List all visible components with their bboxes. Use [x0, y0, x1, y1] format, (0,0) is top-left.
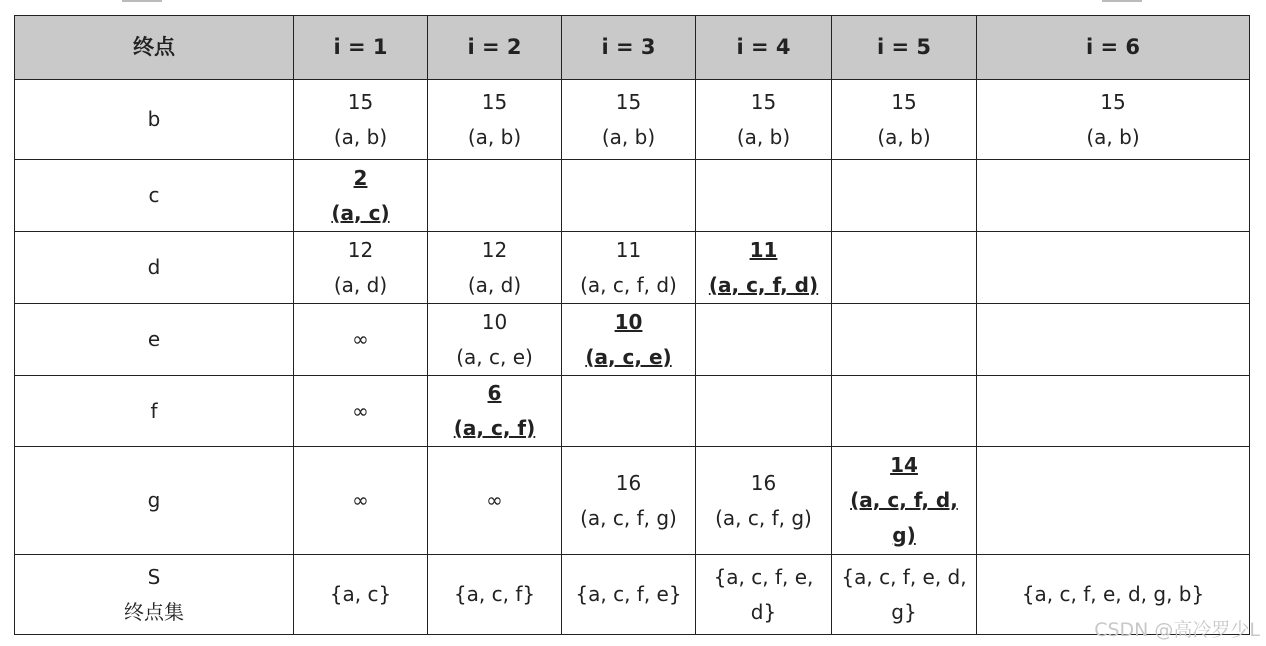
cell-value: {a, c, f, e} [575, 582, 682, 606]
cell-value: 10 [614, 309, 643, 334]
cell-path: (a, b) [333, 124, 388, 149]
top-decoration-left [122, 0, 162, 2]
cell-value: 12 [347, 237, 374, 262]
distance-cell [977, 304, 1250, 376]
header-iteration: i = 5 [832, 16, 977, 80]
distance-cell [977, 447, 1250, 555]
watermark: CSDN @高冷罗少L [1094, 619, 1260, 641]
row-label-line: g [147, 488, 161, 512]
distance-cell [562, 447, 696, 555]
row-label-line: S [147, 564, 161, 589]
row-label [15, 304, 294, 376]
cell-value: 15 [347, 89, 374, 114]
distance-cell [562, 376, 696, 447]
cell-value: 2 [353, 165, 368, 190]
row-label-line: 终点集 [124, 599, 184, 624]
cell-path: (a, d) [467, 272, 522, 297]
cell-path: (a, c, e) [585, 344, 672, 369]
header-row [15, 16, 1250, 80]
cell-value: ∞ [352, 327, 369, 351]
row-label [15, 160, 294, 232]
cell-value: 15 [481, 89, 508, 114]
distance-cell [832, 304, 977, 376]
row-label-line: f [150, 398, 158, 423]
row-label-line: c [148, 183, 160, 207]
distance-cell [696, 160, 832, 232]
cell-value: ∞ [352, 398, 369, 423]
cell-value: 14 [890, 453, 918, 477]
distance-cell [428, 447, 562, 555]
cell-path: (a, c, f) [453, 416, 536, 440]
cell-path: (a, b) [601, 124, 656, 149]
distance-cell [562, 232, 696, 304]
row-label [15, 447, 294, 555]
distance-cell [294, 232, 428, 304]
cell-path: (a, c, f, g) [715, 505, 812, 530]
table-row [15, 160, 1250, 232]
table-row [15, 304, 1250, 376]
cell-path: (a, b) [736, 124, 791, 149]
distance-cell [428, 555, 562, 635]
selected-distance-cell [294, 160, 428, 232]
distance-cell [428, 160, 562, 232]
cell-value: 10 [481, 309, 508, 334]
cell-value: 15 [750, 89, 777, 114]
distance-cell [294, 304, 428, 376]
cell-path: (a, c, f, d) [580, 272, 677, 297]
cell-value: 15 [1100, 89, 1126, 114]
row-label-line: b [147, 107, 161, 131]
table-row [15, 376, 1250, 447]
table-row [15, 80, 1250, 160]
row-label [15, 232, 294, 304]
header-endpoint: 终点 [15, 16, 294, 80]
distance-cell [977, 376, 1250, 447]
row-label-line: d [147, 255, 161, 279]
cell-path: (a, b) [467, 124, 522, 149]
cell-path: g) [892, 523, 916, 547]
distance-cell [832, 160, 977, 232]
header-iteration: i = 3 [562, 16, 696, 80]
cell-path: (a, b) [877, 124, 931, 149]
distance-cell [428, 304, 562, 376]
selected-distance-cell [832, 447, 977, 555]
cell-value: {a, c, f, e, d, g, b} [1021, 582, 1205, 606]
top-decoration-right [1102, 0, 1142, 2]
distance-cell [977, 160, 1250, 232]
distance-cell [832, 232, 977, 304]
row-label [15, 376, 294, 447]
distance-cell [562, 555, 696, 635]
cell-value: {a, c, f} [453, 582, 536, 606]
header-iteration: i = 4 [696, 16, 832, 80]
header-iteration: i = 1 [294, 16, 428, 80]
distance-cell [696, 304, 832, 376]
distance-cell [696, 80, 832, 160]
distance-cell [562, 160, 696, 232]
table-row [15, 447, 1250, 555]
cell-value: 11 [749, 237, 778, 262]
selected-distance-cell [696, 232, 832, 304]
distance-cell [294, 376, 428, 447]
distance-cell [428, 232, 562, 304]
cell-path: g} [891, 599, 917, 624]
header-iteration: i = 6 [977, 16, 1250, 80]
cell-value: {a, c, f, e, d, [841, 564, 967, 589]
distance-cell [294, 447, 428, 555]
table-row [15, 232, 1250, 304]
cell-value: 6 [487, 381, 502, 405]
cell-path: (a, c) [331, 200, 390, 225]
cell-value: 16 [615, 470, 642, 495]
distance-cell [294, 80, 428, 160]
distance-cell [832, 376, 977, 447]
distance-cell [294, 555, 428, 635]
cell-value: ∞ [352, 488, 369, 512]
distance-cell [696, 555, 832, 635]
cell-value: 15 [891, 89, 917, 114]
cell-path: (a, b) [1086, 124, 1140, 149]
row-label-line: e [147, 327, 161, 351]
selected-distance-cell [428, 376, 562, 447]
header-iteration: i = 2 [428, 16, 562, 80]
cell-value: 15 [615, 89, 642, 114]
distance-cell [428, 80, 562, 160]
cell-value: 11 [615, 237, 642, 262]
cell-path: (a, c, f, d, [850, 488, 958, 512]
cell-path: (a, c, f, g) [580, 505, 677, 530]
cell-path: d} [750, 599, 777, 624]
distance-cell [977, 232, 1250, 304]
distance-cell [696, 447, 832, 555]
table-row [15, 555, 1250, 635]
distance-cell [562, 80, 696, 160]
distance-cell [832, 555, 977, 635]
distance-cell [977, 80, 1250, 160]
cell-value: {a, c} [329, 582, 392, 606]
distance-cell [696, 376, 832, 447]
cell-value: ∞ [486, 488, 503, 512]
cell-path: (a, c, e) [456, 344, 533, 369]
row-label [15, 555, 294, 635]
cell-value: 16 [750, 470, 777, 495]
row-label [15, 80, 294, 160]
cell-value: {a, c, f, e, [713, 564, 814, 589]
dijkstra-table [14, 15, 1250, 635]
cell-path: (a, c, f, d) [708, 272, 819, 297]
selected-distance-cell [562, 304, 696, 376]
cell-value: 12 [481, 237, 508, 262]
cell-path: (a, d) [333, 272, 388, 297]
distance-cell [832, 80, 977, 160]
